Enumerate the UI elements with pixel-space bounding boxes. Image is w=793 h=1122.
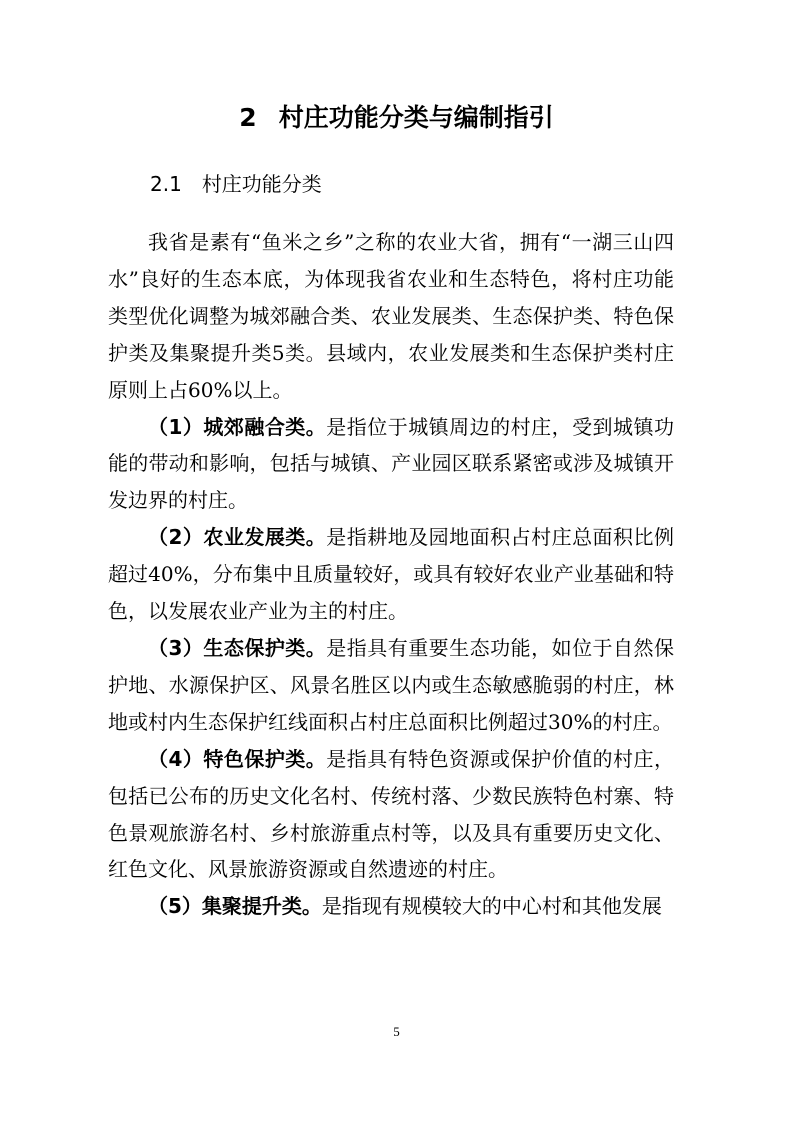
chapter-title: 村庄功能分类与编制指引 (278, 103, 554, 132)
category-label: （5）集聚提升类。 (148, 894, 322, 919)
category-text: 是指耕地及园地面积占村庄总面积比例超过40%，分布集中且质量较好，或具有较好农业产业基础和特色，以发展农业产业为主的村庄。 (108, 525, 674, 624)
paragraph-ecological (108, 630, 674, 741)
category-text: 是指位于城镇周边的村庄，受到城镇功能的带动和影响，包括与城镇、产业园区联系紧密或涉及城镇开发边界的村庄。 (108, 414, 674, 513)
category-text: 是指具有特色资源或保护价值的村庄，包括已公布的历史文化名村、传统村落、少数民族特色村寨、特色景观旅游名村、乡村旅游重点村等，以及具有重要历史文化、红色文化、风景旅游资源或自然遗迹的村庄。 (108, 746, 674, 882)
category-text: 是指现有规模较大的中心村和其他发展 (321, 894, 662, 919)
category-label: （3）生态保护类。 (148, 635, 327, 660)
paragraph-agricultural (108, 519, 674, 630)
paragraph-agglomeration (108, 888, 674, 925)
intro-paragraph: 我省是素有“鱼米之乡”之称的农业大省，拥有“一湖三山四水”良好的生态本底，为体现我省农业和生态特色，将村庄功能类型优化调整为城郊融合类、农业发展类、生态保护类、特色保护类及集聚提升类5类。县域内，农业发展类和生态保护类村庄原则上占60%以上。 (108, 230, 674, 402)
chapter-heading (0, 96, 793, 140)
paragraph-suburban (108, 409, 674, 520)
chapter-number: 2 (239, 103, 257, 132)
section-heading (150, 168, 322, 200)
section-title: 村庄功能分类 (201, 172, 322, 196)
section-number: 2.1 (150, 172, 182, 196)
category-label: （4）特色保护类。 (148, 746, 327, 771)
page-number: 5 (393, 1024, 400, 1039)
category-label: （1）城郊融合类。 (148, 414, 327, 439)
body-text (108, 224, 674, 925)
category-label: （2）农业发展类。 (148, 525, 327, 550)
category-text: 是指具有重要生态功能，如位于自然保护地、水源保护区、风景名胜区以内或生态敏感脆弱的村庄，林地或村内生态保护红线面积占村庄总面积比例超过30%的村庄。 (108, 635, 674, 734)
paragraph-characteristic (108, 741, 674, 889)
